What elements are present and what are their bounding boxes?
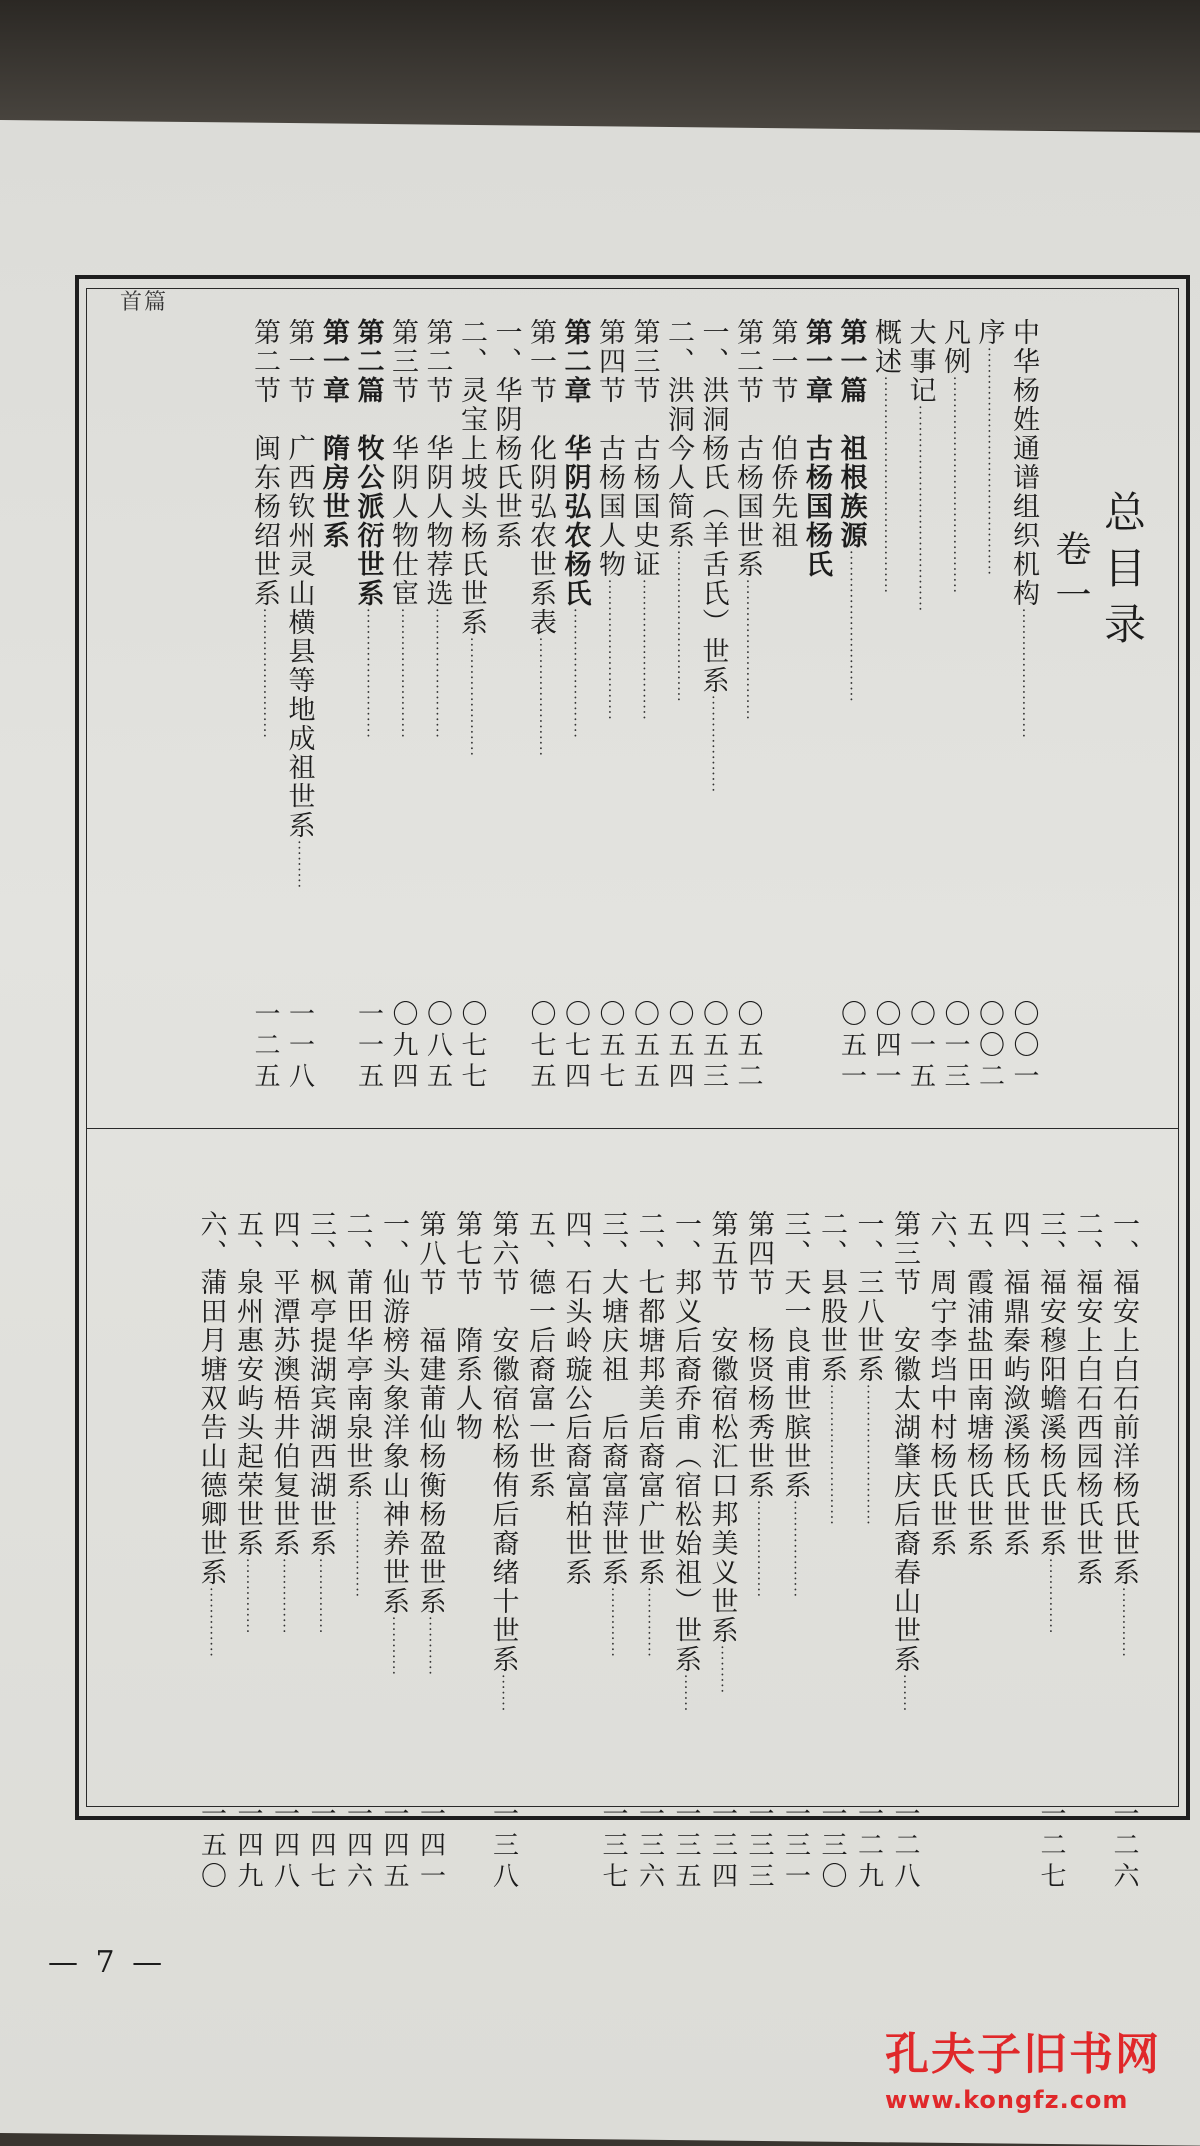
toc-entry-title: 第三节 华阴人物仕宦: [387, 318, 418, 608]
toc-leader-dots: ··················: [750, 1500, 766, 1599]
toc-entry: [852, 1210, 884, 1790]
toc-entry: [389, 318, 416, 985]
toc-entry-title: 第一节 化阴弘农世系表: [525, 318, 556, 637]
toc-entry: [320, 318, 347, 985]
toc-page-number: 〇五二: [733, 1000, 763, 1093]
toc-page-number: 一三〇: [817, 1800, 847, 1893]
toc-entry: [925, 1210, 957, 1790]
toc-page-number: 〇一三: [940, 1000, 970, 1093]
toc-entry-title: 第二节 古杨国世系: [732, 318, 763, 579]
toc-entry: [283, 318, 315, 985]
toc-page-number: 一四七: [306, 1800, 336, 1893]
toc-entry: [803, 318, 830, 985]
section-header-label: 首篇: [120, 290, 169, 315]
toc-entry: [633, 1210, 665, 1790]
toc-entry: [672, 1210, 699, 1790]
toc-volume: 卷一: [1050, 530, 1091, 622]
toc-leader-dots: ······················: [532, 637, 548, 757]
toc-entry: [964, 1210, 991, 1790]
toc-page-number: 〇五七: [595, 1000, 625, 1093]
toc-entry-title: 中华杨姓通谱组织机构: [1008, 318, 1039, 608]
toc-entry: [560, 1210, 592, 1790]
toc-entry: [251, 318, 278, 985]
toc-entry-title: 第二节 华阴人物荐选: [421, 318, 453, 608]
toc-leader-dots: ··························: [859, 1384, 876, 1526]
toc-leader-dots: ······································: [911, 405, 928, 613]
toc-entry: [526, 1210, 553, 1790]
toc-entry: [835, 318, 867, 985]
toc-entry: [1110, 1210, 1137, 1790]
toc-entry-title: 一、华阴杨氏世系: [490, 318, 522, 550]
toc-entry: [973, 318, 1005, 985]
toc-leader-dots: ························: [566, 608, 583, 739]
toc-page-number: 一四五: [379, 1800, 409, 1893]
toc-entry-title: 第一章 古杨国杨氏: [801, 318, 832, 579]
toc-entry-title: 概述: [870, 318, 901, 376]
toc-entry: [745, 1210, 772, 1790]
toc-page-number: 一三四: [707, 1800, 738, 1893]
toc-entry-title: 一、洪洞杨氏（羊舌氏）世系: [697, 318, 729, 695]
toc-page-number: 〇九四: [388, 1000, 418, 1093]
toc-entry: [734, 318, 761, 985]
toc-leader-dots: ··························: [601, 579, 617, 721]
toc-entry-title: 第八节 福建莆仙杨衡杨盈世系: [414, 1210, 446, 1616]
toc-entry-title: 三、天一良甫世膑世系: [779, 1210, 811, 1500]
toc-leader-dots: ··························: [635, 579, 652, 721]
toc-entry: [628, 318, 660, 985]
toc-leader-dots: ·········: [713, 1645, 730, 1695]
toc-entry: [904, 318, 936, 985]
toc-entry: [599, 1210, 626, 1790]
toc-leader-dots: ························: [359, 608, 376, 739]
toc-leader-dots: ·············: [202, 1587, 219, 1658]
toc-page-number: 〇五四: [664, 1000, 694, 1093]
toc-entry: [195, 1210, 227, 1790]
toc-page-number: 〇七七: [457, 1000, 487, 1093]
toc-entry: [380, 1210, 407, 1790]
toc-page-number: 一四一: [415, 1800, 446, 1893]
toc-leader-dots: ········································: [946, 376, 962, 595]
toc-leader-dots: ························: [1015, 608, 1031, 739]
toc-entry-title: 一、福安上白石前洋杨氏世系: [1108, 1210, 1139, 1587]
toc-entry: [941, 318, 968, 985]
toc-entry-title: 第二篇 牧公派衍世系: [352, 318, 384, 608]
toc-entry: [818, 1210, 845, 1790]
toc-entry: [414, 1210, 446, 1790]
toc-entry-title: 六、蒲田月塘双告山德卿世系: [195, 1210, 227, 1587]
toc-entry: [766, 318, 798, 985]
toc-entry-title: 五、泉州惠安屿头起荣世系: [232, 1210, 263, 1558]
toc-leader-dots: ··················: [786, 1500, 803, 1599]
toc-leader-dots: ··············: [312, 1558, 328, 1635]
toc-leader-dots: ·············: [640, 1587, 657, 1658]
toc-entry-title: 第二节 闽东杨绍世系: [249, 318, 280, 608]
toc-entry: [341, 1210, 373, 1790]
toc-entry-title: 序: [973, 318, 1005, 347]
toc-entry-title: 三、枫亭提湖宾湖西湖世系: [305, 1210, 336, 1558]
toc-leader-dots: ··········································: [980, 347, 997, 576]
background-shadow: [0, 0, 1200, 130]
toc-leader-dots: ······················: [463, 637, 479, 757]
toc-page-number: 一二七: [1036, 1800, 1066, 1893]
toc-page-number: 一二八: [890, 1800, 920, 1893]
toc-leader-dots: ····························: [842, 550, 859, 703]
toc-page-number: 〇五三: [698, 1000, 729, 1093]
page-number: — 7 —: [48, 1945, 167, 1980]
toc-entry: [665, 318, 692, 985]
toc-leader-dots: ························: [428, 608, 445, 739]
toc-entry-title: 一、三八世系: [852, 1210, 884, 1384]
toc-leader-dots: ·············: [604, 1587, 620, 1658]
toc-page-number: 一二六: [1109, 1800, 1139, 1893]
toc-title: 总目录: [1098, 490, 1147, 658]
toc-leader-dots: ·······: [494, 1674, 511, 1713]
toc-leader-dots: ··············: [1042, 1558, 1058, 1635]
toc-entry-title: 二、莆田华亭南泉世系: [341, 1210, 373, 1500]
toc-entry: [234, 1210, 261, 1790]
toc-entry: [453, 1210, 480, 1790]
toc-page-number: 〇〇二: [974, 1000, 1005, 1093]
toc-entry-title: 凡例: [939, 318, 970, 376]
toc-leader-dots: ·············: [1115, 1587, 1131, 1658]
watermark-url: www.kongfz.com: [885, 2086, 1129, 2114]
toc-page-number: 一二五: [250, 1000, 280, 1093]
toc-entry-title: 第七节 隋系人物: [451, 1210, 482, 1442]
toc-entry: [779, 1210, 811, 1790]
toc-entry-title: 二、县股世系: [816, 1210, 847, 1384]
toc-leader-dots: ·······: [896, 1674, 912, 1713]
toc-leader-dots: ··················: [348, 1500, 365, 1599]
toc-entry: [1071, 1210, 1103, 1790]
toc-entry-title: 第四节 杨贤杨秀世系: [743, 1210, 774, 1500]
toc-entry-title: 第四节 古杨国人物: [594, 318, 625, 579]
toc-page-number: 〇五一: [836, 1000, 867, 1093]
toc-page-number: 一三六: [634, 1800, 665, 1893]
toc-entry: [596, 318, 623, 985]
toc-entry-title: 六、周宁李垱中村杨氏世系: [925, 1210, 957, 1558]
toc-page-number: 一三八: [488, 1800, 519, 1893]
toc-leader-dots: ··············: [275, 1558, 292, 1635]
toc-leader-dots: ·······: [677, 1674, 693, 1713]
toc-page-number: 〇八五: [422, 1000, 453, 1093]
toc-page-number: 一四六: [342, 1800, 373, 1893]
toc-leader-dots: ··························: [823, 1384, 839, 1526]
toc-page-number: 一四九: [233, 1800, 263, 1893]
toc-leader-dots: ························: [394, 608, 410, 739]
toc-entry: [998, 1210, 1030, 1790]
toc-entry-title: 一、仙游榜头象洋象山神养世系: [378, 1210, 409, 1616]
toc-entry: [487, 1210, 519, 1790]
toc-page-number: 一一五: [353, 1000, 384, 1093]
toc-entry-title: 二、洪洞今人简系: [663, 318, 694, 550]
watermark-name: 孔夫子旧书网: [885, 2029, 1161, 2080]
toc-entry-title: 第三节 古杨国史证: [628, 318, 660, 579]
toc-entry-title: 四、石头岭璇公后裔富柏世系: [560, 1210, 592, 1587]
toc-leader-dots: ·········: [290, 840, 307, 890]
toc-page-number: 一三一: [780, 1800, 811, 1893]
toc-entry-title: 二、七都塘邦美后裔富广世系: [633, 1210, 665, 1587]
toc-leader-dots: ··············: [239, 1558, 255, 1635]
toc-entry-title: 四、福鼎秦屿潋溪杨氏世系: [998, 1210, 1030, 1558]
toc-leader-dots: ························: [256, 608, 272, 739]
toc-entry-title: 第一篇 祖根族源: [835, 318, 867, 550]
toc-entry-title: 一、邦义后裔乔甫（宿松始祖）世系: [670, 1210, 701, 1674]
toc-entry-title: 五、德一后裔富一世系: [524, 1210, 555, 1500]
toc-page-number: 一二九: [853, 1800, 884, 1893]
toc-entry: [706, 1210, 738, 1790]
toc-page-number: 一四八: [269, 1800, 300, 1893]
toc-entry: [697, 318, 729, 985]
toc-leader-dots: ····························: [670, 550, 686, 703]
toc-entry-title: 三、福安穆阳蟾溪杨氏世系: [1035, 1210, 1066, 1558]
toc-entry-title: 第一节 伯侨先祖: [766, 318, 798, 550]
toc-leader-dots: ···········: [421, 1616, 438, 1676]
toc-entry: [307, 1210, 334, 1790]
toc-page-number: 〇五五: [629, 1000, 660, 1093]
toc-entry-title: 二、福安上白石西园杨氏世系: [1071, 1210, 1103, 1587]
toc-entry-title: 三、大塘庆祖 后裔富萍世系: [597, 1210, 628, 1587]
toc-entry-title: 第二章 华阴弘农杨氏: [559, 318, 591, 608]
toc-entry: [490, 318, 522, 985]
toc-entry: [421, 318, 453, 985]
toc-entry: [352, 318, 384, 985]
toc-page-number: 一一八: [284, 1000, 315, 1093]
toc-page-number: 一五〇: [196, 1800, 227, 1893]
watermark: [885, 2018, 1185, 2114]
toc-entry-title: 五、霞浦盐田南塘杨氏世系: [962, 1210, 993, 1558]
toc-page-number: 〇七五: [526, 1000, 556, 1093]
toc-entry: [559, 318, 591, 985]
toc-entry-title: 四、平潭苏澳梧井伯复世系: [268, 1210, 300, 1558]
toc-entry: [891, 1210, 918, 1790]
toc-page-number: 一三三: [744, 1800, 774, 1893]
toc-leader-dots: ··························: [739, 579, 755, 721]
toc-entry: [268, 1210, 300, 1790]
toc-page-number: 〇七四: [560, 1000, 591, 1093]
toc-entry-title: 二、灵宝上坡头杨氏世系: [456, 318, 487, 637]
toc-page-number: 〇〇一: [1009, 1000, 1039, 1093]
toc-entry-title: 第六节 安徽宿松杨侑后裔绪十世系: [487, 1210, 519, 1674]
toc-entry: [458, 318, 485, 985]
toc-leader-dots: ··················: [704, 695, 721, 794]
toc-entry: [1037, 1210, 1064, 1790]
toc-entry: [1010, 318, 1037, 985]
toc-page-number: 一三七: [598, 1800, 628, 1893]
toc-entry-title: 第三节 安徽太湖肇庆后裔春山世系: [889, 1210, 920, 1674]
toc-entry-title: 第五节 安徽宿松汇口邦美义世系: [706, 1210, 738, 1645]
toc-page-number: 〇四一: [871, 1000, 901, 1093]
toc-divider: [86, 1128, 1179, 1129]
toc-page-number: 〇一五: [905, 1000, 936, 1093]
toc-entry: [527, 318, 554, 985]
toc-entry-title: 第一节 广西钦州灵山横县等地成祖世系: [283, 318, 315, 840]
toc-entry-title: 大事记: [904, 318, 936, 405]
toc-entry: [872, 318, 899, 985]
toc-leader-dots: ···········: [385, 1616, 401, 1676]
toc-entry-title: 第一章 隋房世系: [318, 318, 349, 550]
toc-page-number: 一三五: [671, 1800, 701, 1893]
toc-leader-dots: ········································: [877, 376, 893, 595]
